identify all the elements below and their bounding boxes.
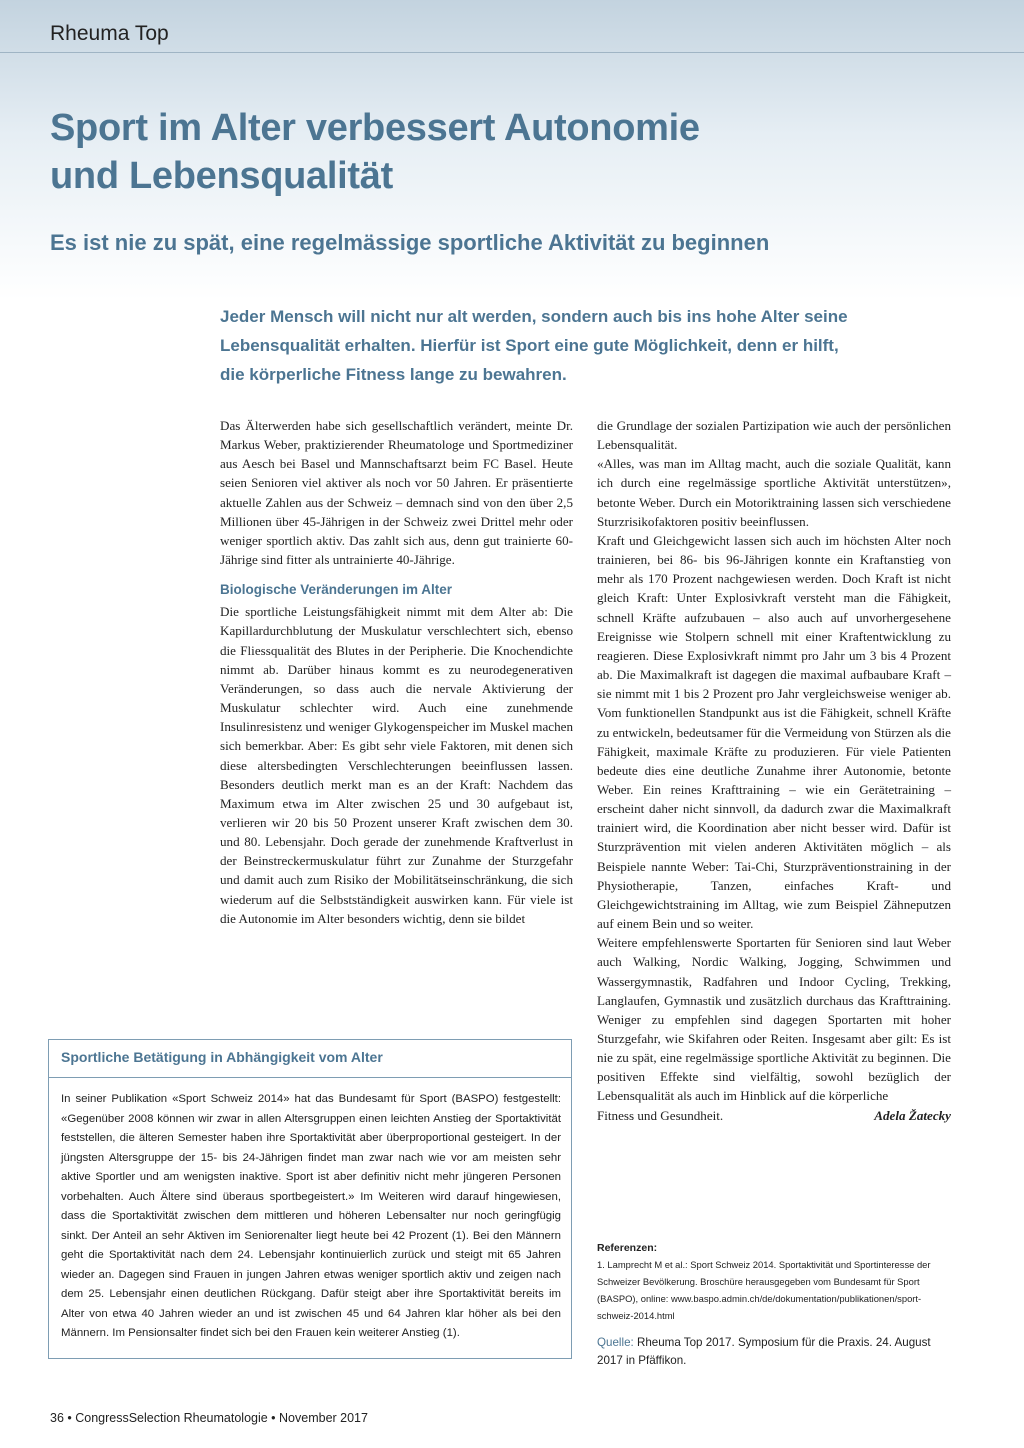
body-paragraph-5: Kraft und Gleichgewicht lassen sich auch im höchsten Alter noch trainieren, bei 86- bis 96-Jährigen konnte ein Kraftanstieg von mehr als 170 Prozent nachgewiesen werden. Doch Kraft ist nicht gleich Kraft: Unter Explosivkraft versteht man die Fähigkeit, schnell Kräfte aufzubauen – also auch auf unvorhergesehene Ereignisse wie Stolpern schnell mit einer Kraftentwicklung zu reagieren. Diese Explosivkraft nimmt pro Jahr um 3 bis 4 Prozent ab. Die Maximalkraft ist dagegen die maximal aufbaubare Kraft – sie nimmt mit 1 bis 2 Prozent pro Jahr vergleichsweise weniger ab. Vom funktionellen Standpunkt aus ist die Fähigkeit, schnell Kräfte zu entwickeln, bedeutsamer für die Vermeidung von Stürzen als die Fähigkeit, maximale Kräfte zu produzieren. Für viele Patienten bedeute dies eine deutliche Zunahme ihrer Autonomie, betonte Weber. Ein reines Krafttraining – wie ein Gerätetraining – erscheint daher nicht sinnvoll, da dadurch zwar die Maximalkraft trainiert wird, die Koordination aber nicht besser wird. Dafür ist Sturzprävention mit vielen anderen Aktivitäten möglich – als Beispiele nannte Weber: Tai-Chi, Sturzpräventionstraining in der Physiotherapie, Tanzen, einfaches Kraft- und Gleichgewichtstraining im Alltag, wie zum Beispiel Zähneputzen auf einem Bein und so weiter. — [597, 532, 951, 932]
source-label: Quelle: — [597, 1336, 634, 1349]
info-box — [48, 1039, 572, 1359]
info-box-text: In seiner Publikation «Sport Schweiz 2014» hat das Bundesamt für Sport (BASPO) festgestellt: «Gegenüber 2008 können wir zwar in allen Altersgruppen einen leichten Anstieg der Sportaktivität feststellen, die älteren Semester haben ihre Sportaktivität aber überproportional gesteigert. In der jüngsten Altersgruppe der 15- bis 24-Jährigen findet man zwar nach wie vor am meisten sehr aktive Sportler und am wenigsten inaktive. Sport ist aber definitiv nicht mehr jüngeren Personen vorbehalten. Auch Ältere sind überaus sportbegeistert.» Im Weiteren wird darauf hingewiesen, dass die Sportaktivität zwischen dem mittleren und höheren Lebensalter nur noch geringfügig sinkt. Der Anteil an sehr Aktiven im Seniorenalter liegt heute bei 42 Prozent (1). Bei den Männern geht die Sportaktivität nach dem 24. Lebensjahr kontinuierlich zurück und steigt mit 65 Jahren wieder an. Dagegen sind Frauen in jungen Jahren etwas weniger sportlich aktiv und zeigen nach dem 25. Lebensjahr einen deutlichen Rückgang. Dafür steigt aber ihre Sportaktivität bereits im Alter von etwa 40 Jahren wieder an und ist zwischen 45 und 64 Jahren klar höher als bei den Männern. Im Pensionsalter findet sich bei den Frauen kein weiterer Anstieg (1). — [61, 1093, 561, 1339]
article-title-line-2: und Lebensqualität — [50, 155, 393, 197]
body-paragraph-6-end: Fitness und Gesundheit. — [597, 1107, 724, 1123]
lead-line-2: Lebensqualität erhalten. Hierfür ist Sport eine gute Möglichkeit, denn er hilft, — [220, 336, 839, 355]
body-paragraph-6: Weitere empfehlenswerte Sportarten für Senioren sind laut Weber auch Walking, Nordic Walking, Jogging, Schwimmen und Wassergymnastik, Radfahren und Indoor Cycling, Trekking, Langlaufen, Gymnastik und zusätzlich durchaus das Krafttraining. Weniger zu empfehlen sind dagegen Sportarten mit hoher Sturzgefahr, wie Skifahren oder Reiten. Insgesamt aber gilt: Es ist nie zu spät, eine regelmässige sportliche Aktivität zu beginnen. Die positiven Effekte sind vielfältig, sowohl bezüglich der Lebensqualität als auch im Hinblick auf die körperliche — [597, 935, 951, 1104]
references — [597, 1240, 951, 1324]
source-text: Rheuma Top 2017. Symposium für die Praxis. 24. August 2017 in Pfäffikon. — [597, 1336, 931, 1367]
references-label: Referenzen: — [597, 1242, 658, 1254]
section-heading: Biologische Veränderungen im Alter — [220, 582, 453, 598]
body-paragraph-2: Die sportliche Leistungsfähigkeit nimmt mit dem Alter ab: Die Kapillardurchblutung der Muskulatur verschlechtert sich, ebenso die Fliessqualität des Blutes in der Peripherie. Die Knochendichte nimmt ab. Darüber hinaus kommt es zu neurodegenerativen Veränderungen, so dass auch die nervale Aktivierung der Muskulatur schlechter wird. Auch eine zunehmende Insulinresistenz und weniger Glykogenspeicher im Muskel machen sich bemerkbar. Aber: Es gibt sehr viele Faktoren, mit denen sich diese altersbedingten Verschlechterungen beeinflussen lassen. Besonders deutlich merkt man es an der Kraft: Nachdem das Maximum etwa im Alter zwischen 25 und 30 aufgebaut ist, verlieren wir 20 bis 50 Prozent unserer Kraft zwischen dem 30. und 80. Lebensjahr. Doch gerade der zunehmende Kraftverlust in der Beinstreckermuskulatur führt zur Zunahme der Sturzgefahr und damit auch zum Risiko der Mobilitätseinschränkung, die sich wiederum auf die Selbstständigkeit auswirken kann. Für viele ist die Autonomie im Alter besonders wichtig, denn sie bildet — [220, 604, 573, 926]
article-subtitle: Es ist nie zu spät, eine regelmässige sportliche Aktivität zu beginnen — [50, 230, 770, 255]
source-note — [597, 1334, 951, 1370]
info-box-title: Sportliche Betätigung in Abhängigkeit vom Alter — [61, 1049, 383, 1065]
article-title — [50, 104, 990, 200]
lead-line-1: Jeder Mensch will nicht nur alt werden, sondern auch bis ins hohe Alter seine — [220, 307, 848, 326]
lead-line-3: die körperliche Fitness lange zu bewahren. — [220, 365, 567, 384]
body-paragraph-4: «Alles, was man im Alltag macht, auch die soziale Qualität, kann ich durch eine regelmässige sportliche Aktivität unterstützen», betonte Weber. Durch ein Motoriktraining lassen sich verschiedene Sturzrisikofaktoren positiv beeinflussen. — [597, 456, 951, 529]
body-paragraph-3: die Grundlage der sozialen Partizipation wie auch der persönlichen Lebensqualität. — [597, 418, 951, 453]
page-footer: 36 • CongressSelection Rheumatologie • November 2017 — [50, 1411, 368, 1425]
signoff-line — [597, 1106, 951, 1125]
section-tag: Rheuma Top — [50, 22, 169, 45]
article-lead — [220, 302, 910, 389]
article-title-line-1: Sport im Alter verbessert Autonomie — [50, 107, 700, 149]
references-text: 1. Lamprecht M et al.: Sport Schweiz 2014. Sportaktivität und Sportinteresse der Schweizer Bevölkerung. Broschüre herausgegeben vom Bundesamt für Sport (BASPO), online: www.baspo.admin.ch/de/dokumentation/publikationen/sport-schweiz-2014.html — [597, 1259, 931, 1321]
body-column-left — [220, 416, 573, 928]
info-box-divider — [49, 1077, 571, 1078]
body-paragraph-1: Das Älterwerden habe sich gesellschaftlich verändert, meinte Dr. Markus Weber, praktizierender Rheumatologe und Sportmediziner aus Aesch bei Basel und Mannschaftsarzt beim FC Basel. Heute seien Senioren viel aktiver als noch vor 50 Jahren. Er präsentierte aktuelle Zahlen aus der Schweiz – demnach sind von den über 2,5 Millionen über 45-Jährigen in der Schweiz zwei Drittel mehr oder weniger sportlich aktiv. Das zahlt sich aus, denn gut trainierte 60-Jährige sind fitter als untrainierte 40-Jährige. — [220, 418, 573, 568]
author-name: Adela Žatecky — [874, 1107, 951, 1123]
body-column-right — [597, 416, 951, 1125]
header-divider — [0, 52, 1024, 53]
